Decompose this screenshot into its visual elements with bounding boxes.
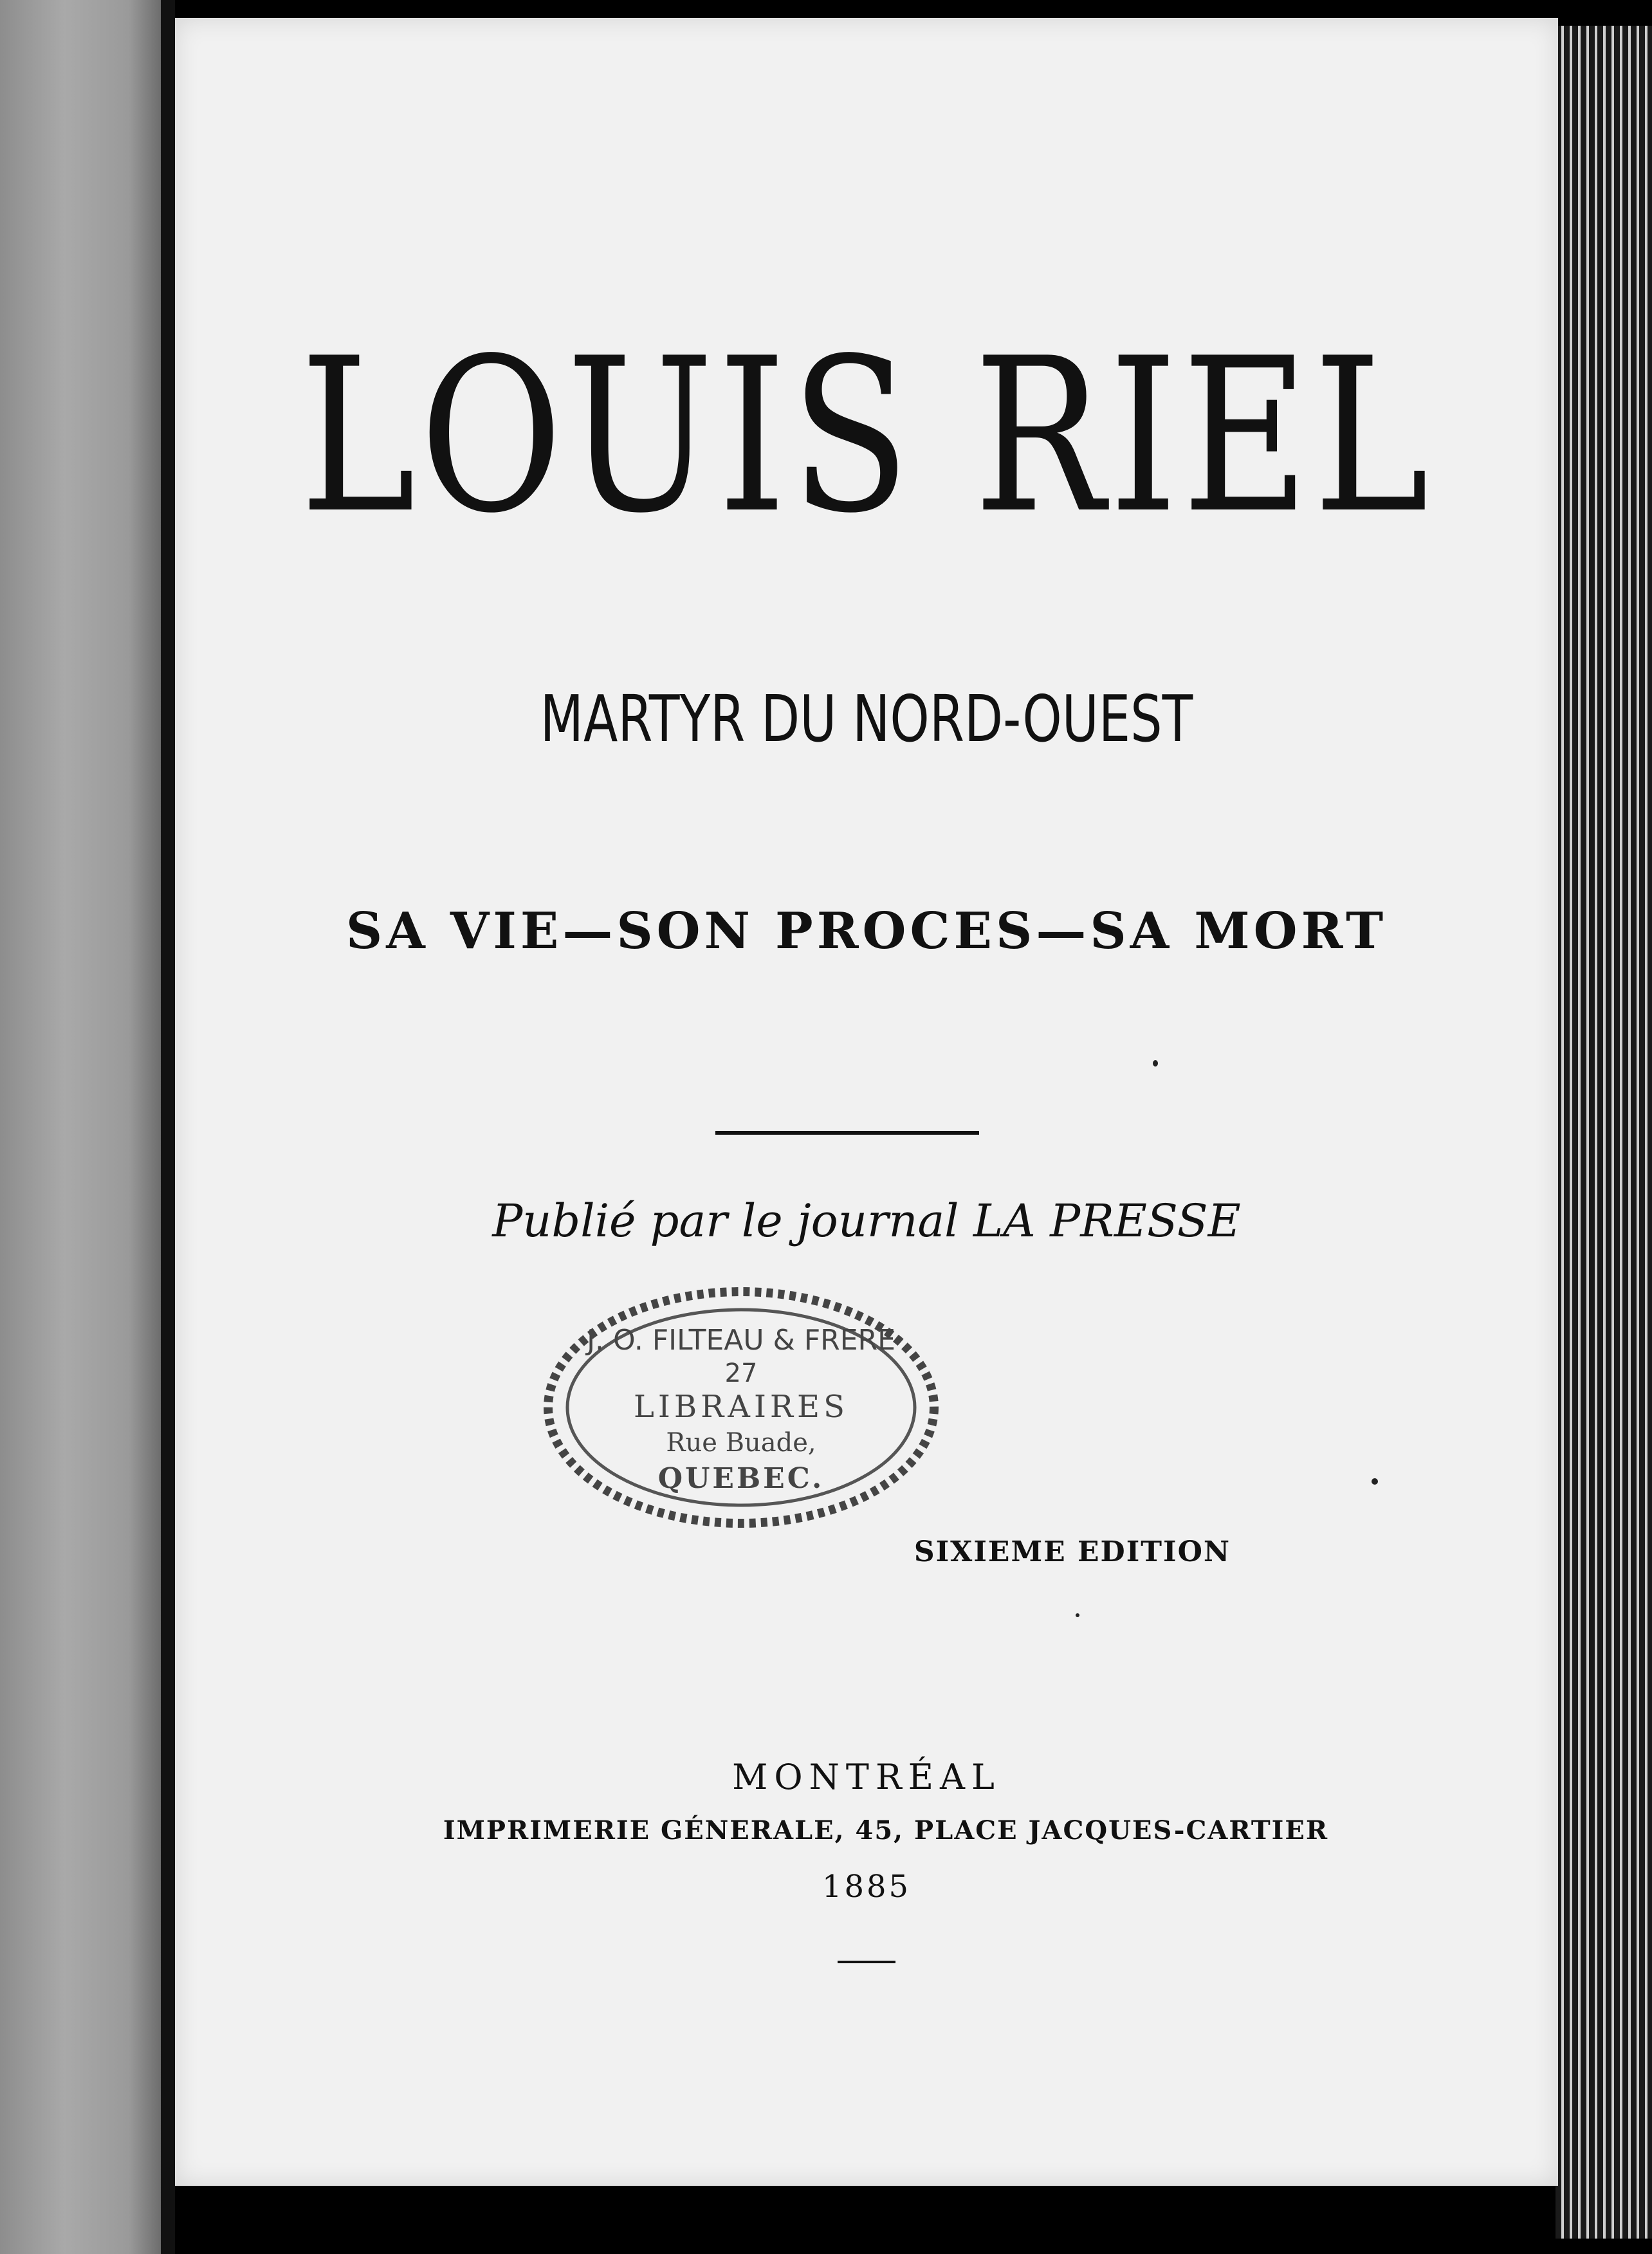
divider-rule — [715, 1131, 979, 1135]
title-page — [175, 18, 1558, 2186]
bookseller-stamp — [535, 1279, 947, 1536]
stamp-line-2: 27 — [724, 1359, 758, 1388]
publication-year: 1885 — [821, 1869, 912, 1905]
ink-speck — [1076, 1613, 1079, 1617]
stamp-line-4: Rue Buade, — [666, 1428, 816, 1458]
book-title: LOUIS RIEL — [300, 313, 1433, 560]
binding-gutter — [161, 0, 175, 2254]
stamp-line-5: QUEBEC. — [657, 1462, 825, 1495]
edition-label: SIXIEME EDITION — [913, 1535, 1231, 1568]
book-subtitle: MARTYR DU NORD-OUEST — [540, 681, 1193, 756]
small-rule — [838, 1961, 895, 1963]
contents-line: SA VIE—SON PROCES—SA MORT — [345, 902, 1388, 960]
stamp-line-1: J. O. FILTEAU & FRERE — [587, 1324, 895, 1357]
printer-line: IMPRIMERIE GÉNERALE, 45, PLACE JACQUES-CARTIER — [443, 1815, 1329, 1846]
page-edges — [1556, 26, 1652, 2239]
ink-speck — [1153, 1060, 1158, 1067]
publisher-line: Publié par le journal LA PRESSE — [492, 1195, 1241, 1247]
flyleaf-strip — [0, 0, 161, 2254]
city-label: MONTRÉAL — [732, 1757, 1001, 1797]
ink-speck — [1372, 1478, 1378, 1485]
stamp-line-3: LIBRAIRES — [634, 1389, 849, 1425]
